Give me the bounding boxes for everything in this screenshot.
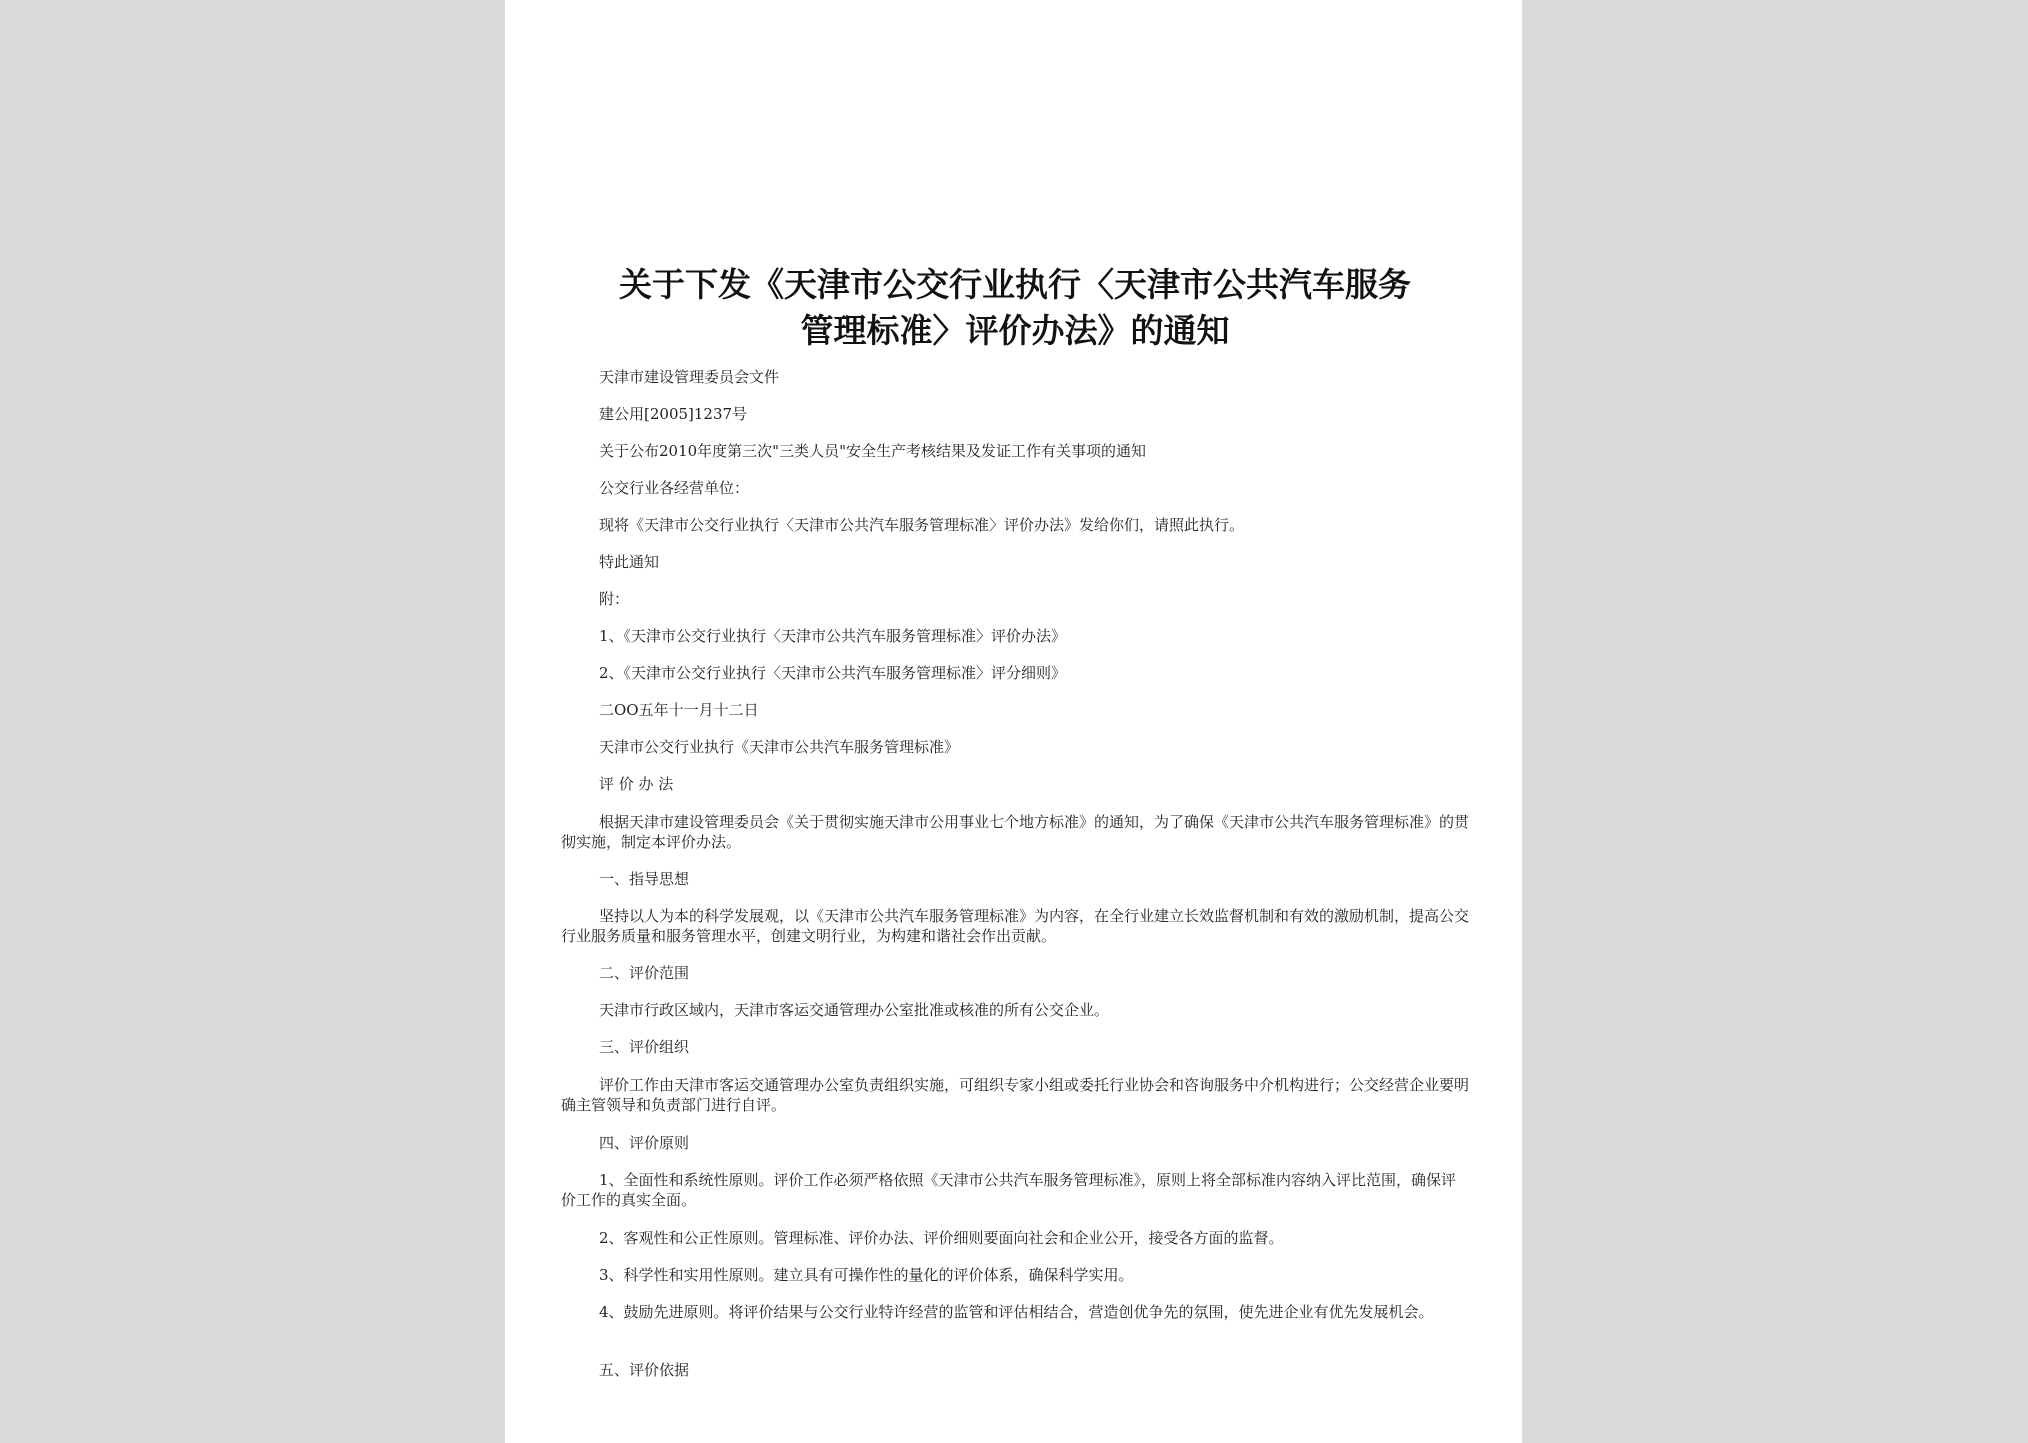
document-page (505, 0, 1522, 1443)
addressee: 公交行业各经营单位： (599, 479, 750, 497)
heading-guiding: 一、指导思想 (599, 870, 690, 888)
issuer-line: 天津市建设管理委员会文件 (599, 368, 780, 386)
title-line-2: 管理标准〉评价办法》的通知 (800, 311, 1230, 350)
attachment-label: 附： (599, 590, 630, 608)
section-heading-main: 天津市公交行业执行《天津市公共汽车服务管理标准》 (599, 738, 960, 756)
document-title (565, 262, 1465, 354)
notice-closing: 特此通知 (599, 553, 660, 571)
principle-4: 4、鼓励先进原则。将评价结果与公交行业特许经营的监管和评估相结合，营造创优争先的氛围，使先进企业有优先发展机会。 (599, 1303, 1434, 1321)
paragraph-guiding: 坚持以人为本的科学发展观，以《天津市公共汽车服务管理标准》为内容，在全行业建立长效监督机制和有效的激励机制，提高公交行业服务质量和服务管理水平，创建文明行业，为构建和谐社会作出贡献。 (561, 907, 1470, 945)
attachment-item-2: 2、《天津市公交行业执行〈天津市公共汽车服务管理标准〉评分细则》 (599, 664, 1067, 682)
paragraph-organization: 评价工作由天津市客运交通管理办公室负责组织实施，可组织专家小组或委托行业协会和咨询服务中介机构进行；公交经营企业要明确主管领导和负责部门进行自评。 (561, 1076, 1470, 1114)
principle-1: 1、全面性和系统性原则。评价工作必须严格依照《天津市公共汽车服务管理标准》，原则上将全部标准内容纳入评比范围，确保评价工作的真实全面。 (561, 1171, 1457, 1209)
attachment-item-1: 1、《天津市公交行业执行〈天津市公共汽车服务管理标准〉评价办法》 (599, 627, 1067, 645)
principle-2: 2、客观性和公正性原则。管理标准、评价办法、评价细则要面向社会和企业公开，接受各方面的监督。 (599, 1229, 1284, 1247)
heading-principles: 四、评价原则 (599, 1134, 690, 1152)
notice-subject: 关于公布2010年度第三次"三类人员"安全生产考核结果及发证工作有关事项的通知 (599, 442, 1146, 460)
principle-3: 3、科学性和实用性原则。建立具有可操作性的量化的评价体系，确保科学实用。 (599, 1266, 1134, 1284)
heading-basis: 五、评价依据 (599, 1361, 690, 1379)
title-line-1: 关于下发《天津市公交行业执行〈天津市公共汽车服务 (619, 265, 1411, 304)
heading-scope: 二、评价范围 (599, 964, 690, 982)
heading-organization: 三、评价组织 (599, 1038, 690, 1056)
section-heading-sub: 评 价 办 法 (599, 775, 674, 793)
paragraph-basis: 根据天津市建设管理委员会《关于贯彻实施天津市公用事业七个地方标准》的通知，为了确保《天津市公共汽车服务管理标准》的贯彻实施，制定本评价办法。 (561, 813, 1470, 851)
document-date: 二OO五年十一月十二日 (599, 701, 759, 719)
document-number: 建公用[2005]1237号 (599, 405, 748, 423)
notice-text: 现将《天津市公交行业执行〈天津市公共汽车服务管理标准〉评价办法》发给你们，请照此执行。 (599, 516, 1245, 534)
paragraph-scope: 天津市行政区域内，天津市客运交通管理办公室批准或核准的所有公交企业。 (599, 1001, 1110, 1019)
